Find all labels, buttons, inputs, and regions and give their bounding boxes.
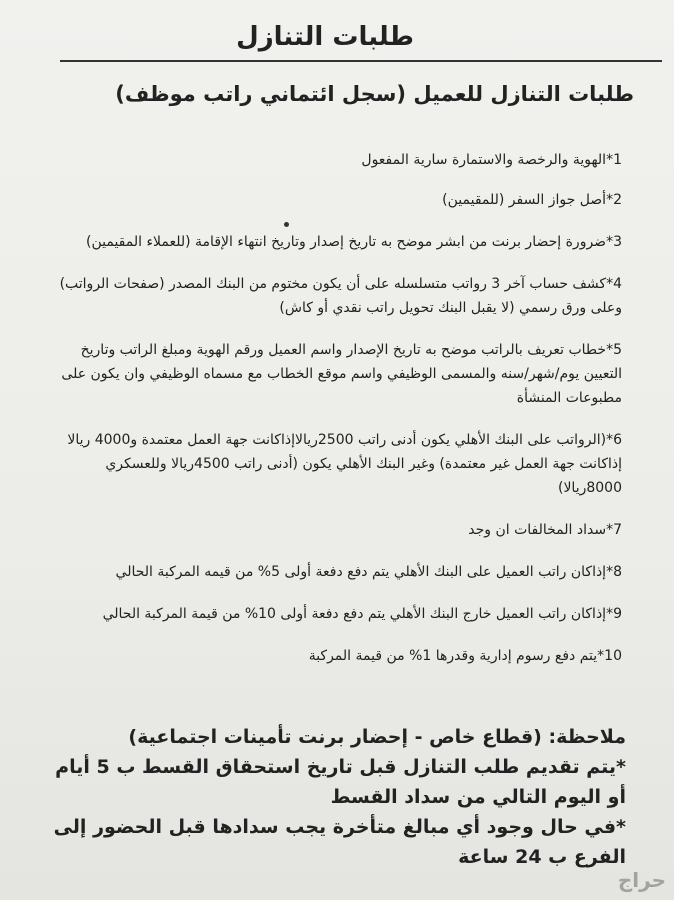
title-underline xyxy=(60,60,662,62)
list-item: 9*إذاكان راتب العميل خارج البنك الأهلي يتم دفع دفعة أولى 10% من قيمة المركبة الحالي xyxy=(102,606,622,622)
note-line: *في حال وجود أي مبالغ متأخرة يجب سدادها قبل الحضور إلى الفرع ب 24 ساعة xyxy=(53,816,626,868)
list-item: 7*سداد المخالفات ان وجد xyxy=(468,522,622,538)
page-subtitle: طلبات التنازل للعميل (سجل ائتماني راتب موظف) xyxy=(115,82,634,106)
note-line: *يتم تقديم طلب التنازل قبل تاريخ استحقاق القسط ب 5 أيام أو اليوم التالي من سداد القسط xyxy=(55,756,626,808)
list-item: 8*إذاكان راتب العميل على البنك الأهلي يتم دفع دفعة أولى 5% من قيمه المركبة الحالي xyxy=(115,564,622,580)
list-item: 1*الهوية والرخصة والاستمارة سارية المفعول xyxy=(361,152,622,168)
list-item: 2*أصل جواز السفر (للمقيمين) xyxy=(442,192,622,208)
requirements-list xyxy=(40,148,622,668)
list-item: 3*ضرورة إحضار برنت من ابشر موضح به تاريخ إصدار وتاريخ انتهاء الإقامة (للعملاء المقيمين) xyxy=(86,234,622,250)
page-title: طلبات التنازل xyxy=(236,22,414,52)
list-item: 4*كشف حساب آخر 3 رواتب متسلسله على أن يكون مختوم من البنك المصدر (صفحات الرواتب) وعلى ورق رسمي (لا يقبل البنك تحويل راتب نقدي أو كاش) xyxy=(59,276,622,316)
watermark-logo: حراج xyxy=(617,868,666,892)
list-item: 6*(الرواتب على البنك الأهلي يكون أدنى راتب 2500ريالاإذاكانت جهة العمل معتمدة و4000 ريالا إذاكانت جهة العمل غير معتمدة) وغير البنك الأهلي يكون (أدنى راتب 4500ريالا وللعسكري 8000ريالا) xyxy=(67,432,622,496)
note-line: ملاحظة: (قطاع خاص - إحضار برنت تأمينات اجتماعية) xyxy=(128,726,626,748)
list-item: 5*خطاب تعريف بالراتب موضح به تاريخ الإصدار واسم العميل ورقم الهوية ومبلغ الراتب وتاريخ التعيين يوم/شهر/سنه والمسمى الوظيفي واسم موقع الخطاب مع مسماه الوظيفي وان يكون على مطبوعات المنشأة xyxy=(61,342,622,406)
list-item: 10*يتم دفع رسوم إدارية وقدرها 1% من قيمة المركبة xyxy=(308,648,622,664)
notes-section xyxy=(40,722,626,872)
